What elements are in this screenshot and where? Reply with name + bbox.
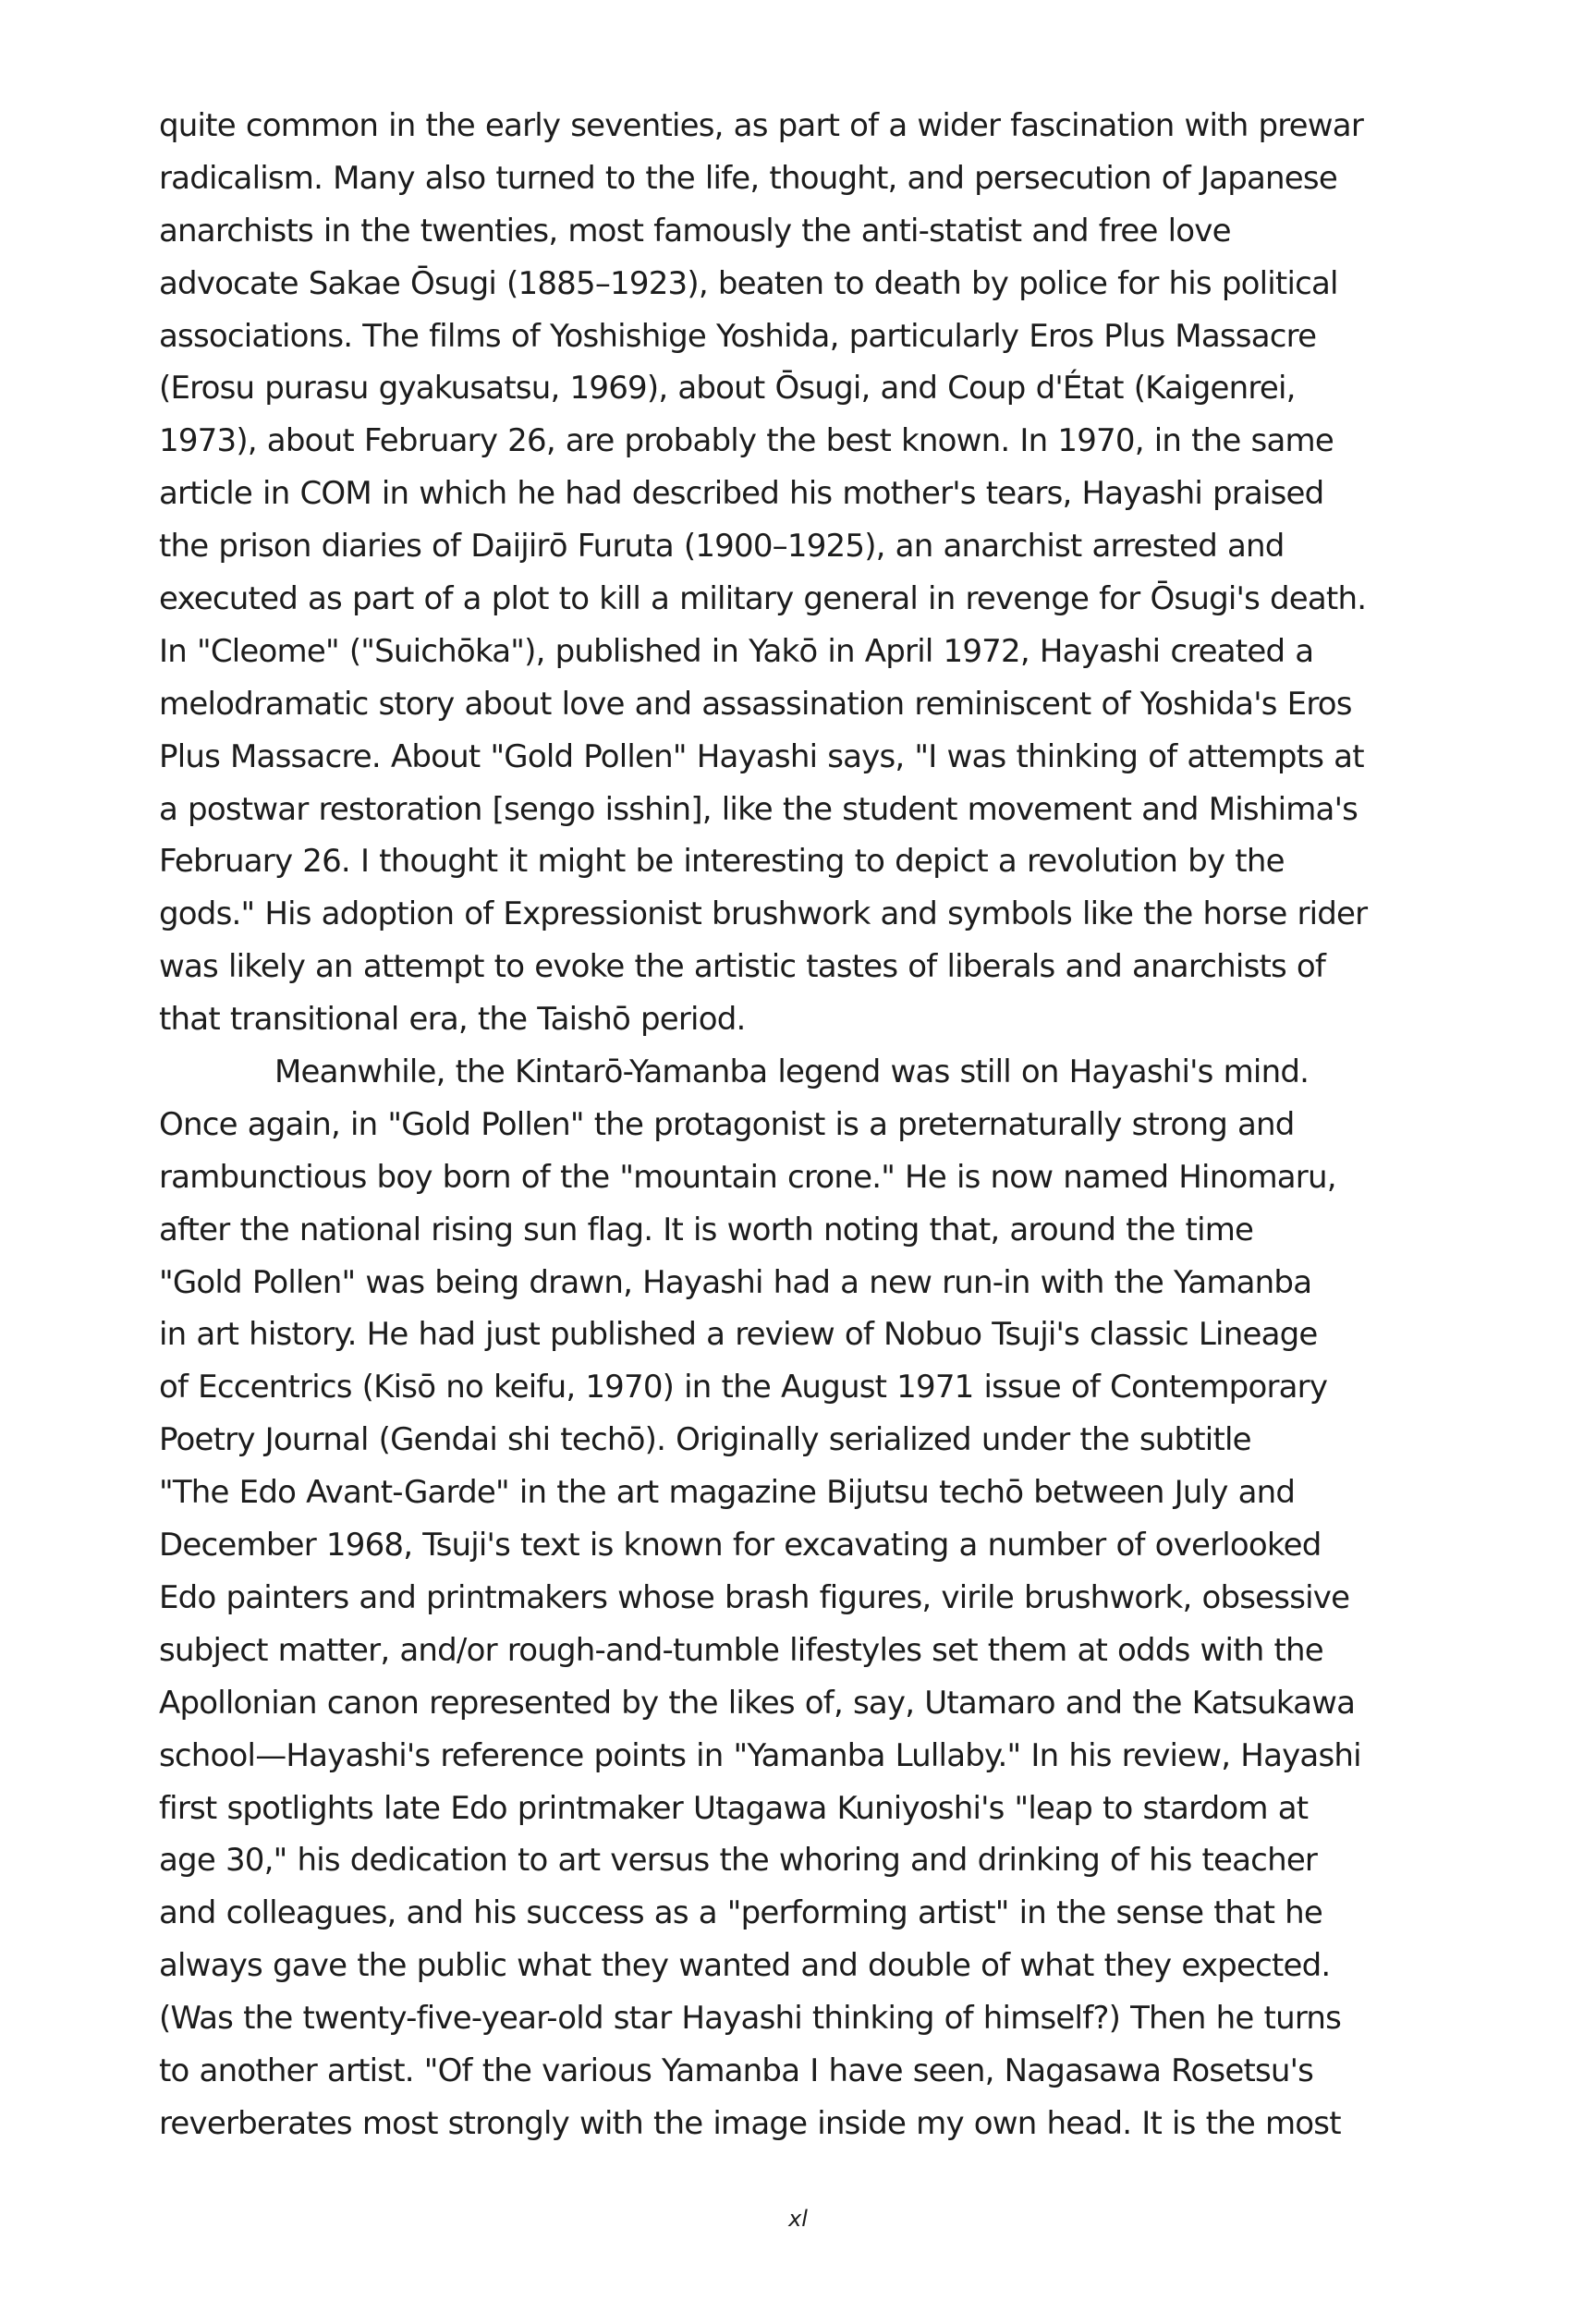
- text-line-15: February 26. I thought it might be interesting to depict a revolution by the: [159, 843, 1285, 881]
- text-line-23: "Gold Pollen" was being drawn, Hayashi had a new run-in with the Yamanba: [159, 1263, 1312, 1301]
- text-line-17: was likely an attempt to evoke the artistic tastes of liberals and anarchists of: [159, 948, 1326, 986]
- text-line-2: radicalism. Many also turned to the life, thought, and persecution of Japanese: [159, 159, 1337, 197]
- text-line-25: of Eccentrics (Kisō no keifu, 1970) in the August 1971 issue of Contemporary: [159, 1369, 1328, 1406]
- text-line-35: and colleagues, and his success as a "performing artist" in the sense that he: [159, 1894, 1322, 1932]
- text-line-20: Once again, in "Gold Pollen" the protagonist is a preternaturally strong and: [159, 1105, 1295, 1143]
- text-line-6: (Erosu purasu gyakusatsu, 1969), about Ōsugi, and Coup d'État (Kaigenrei,: [159, 370, 1296, 408]
- text-line-10: executed as part of a plot to kill a military general in revenge for Ōsugi's death.: [159, 580, 1367, 618]
- text-line-31: Apollonian canon represented by the likes of, say, Utamaro and the Katsukawa: [159, 1684, 1356, 1722]
- text-line-3: anarchists in the twenties, most famously the anti-statist and free love: [159, 212, 1231, 250]
- text-line-39: reverberates most strongly with the image inside my own head. It is the most: [159, 2104, 1341, 2142]
- text-line-30: subject matter, and/or rough-and-tumble lifestyles set them at odds with the: [159, 1631, 1323, 1669]
- text-line-5: associations. The films of Yoshishige Yoshida, particularly Eros Plus Massacre: [159, 317, 1317, 355]
- text-line-18: that transitional era, the Taishō period.: [159, 1001, 746, 1039]
- text-line-7: 1973), about February 26, are probably the best known. In 1970, in the same: [159, 422, 1334, 460]
- text-line-27: "The Edo Avant-Garde" in the art magazine Bijutsu techō between July and: [159, 1474, 1296, 1512]
- text-line-4: advocate Sakae Ōsugi (1885–1923), beaten to death by police for his political: [159, 264, 1338, 302]
- text-line-11: In "Cleome" ("Suichōka"), published in Yakō in April 1972, Hayashi created a: [159, 632, 1314, 670]
- text-line-33: first spotlights late Edo printmaker Utagawa Kuniyoshi's "leap to stardom at: [159, 1789, 1309, 1827]
- text-line-9: the prison diaries of Daijirō Furuta (1900–1925), an anarchist arrested and: [159, 528, 1285, 566]
- text-line-21: rambunctious boy born of the "mountain crone." He is now named Hinomaru,: [159, 1158, 1336, 1196]
- text-line-37: (Was the twenty-five-year-old star Hayashi thinking of himself?) Then he turns: [159, 2000, 1342, 2038]
- text-line-12: melodramatic story about love and assassination reminiscent of Yoshida's Eros: [159, 685, 1352, 723]
- text-line-32: school—Hayashi's reference points in "Yamanba Lullaby." In his review, Hayashi: [159, 1736, 1361, 1774]
- text-line-36: always gave the public what they wanted and double of what they expected.: [159, 1947, 1331, 1985]
- text-line-28: December 1968, Tsuji's text is known for excavating a number of overlooked: [159, 1527, 1322, 1564]
- paragraph-start-line: Meanwhile, the Kintarō-Yamanba legend was still on Hayashi's mind.: [274, 1053, 1310, 1091]
- text-line-14: a postwar restoration [sengo isshin], like the student movement and Mishima's: [159, 790, 1358, 828]
- text-line-38: to another artist. "Of the various Yamanba I have seen, Nagasawa Rosetsu's: [159, 2051, 1314, 2089]
- text-line-13: Plus Massacre. About "Gold Pollen" Hayashi says, "I was thinking of attempts at: [159, 737, 1364, 775]
- page-number: xl: [788, 2206, 808, 2232]
- body-text: [159, 100, 1368, 2150]
- text-line-16: gods." His adoption of Expressionist brushwork and symbols like the horse rider: [159, 895, 1368, 933]
- text-line-1: quite common in the early seventies, as part of a wider fascination with prewar: [159, 107, 1364, 144]
- text-line-34: age 30," his dedication to art versus the whoring and drinking of his teacher: [159, 1842, 1318, 1880]
- text-line-29: Edo painters and printmakers whose brash figures, virile brushwork, obsessive: [159, 1578, 1350, 1616]
- text-line-24: in art history. He had just published a review of Nobuo Tsuji's classic Lineage: [159, 1316, 1318, 1354]
- text-line-8: article in COM in which he had described his mother's tears, Hayashi praised: [159, 475, 1324, 513]
- text-line-26: Poetry Journal (Gendai shi techō). Originally serialized under the subtitle: [159, 1421, 1251, 1459]
- text-line-22: after the national rising sun flag. It is worth noting that, around the time: [159, 1211, 1254, 1248]
